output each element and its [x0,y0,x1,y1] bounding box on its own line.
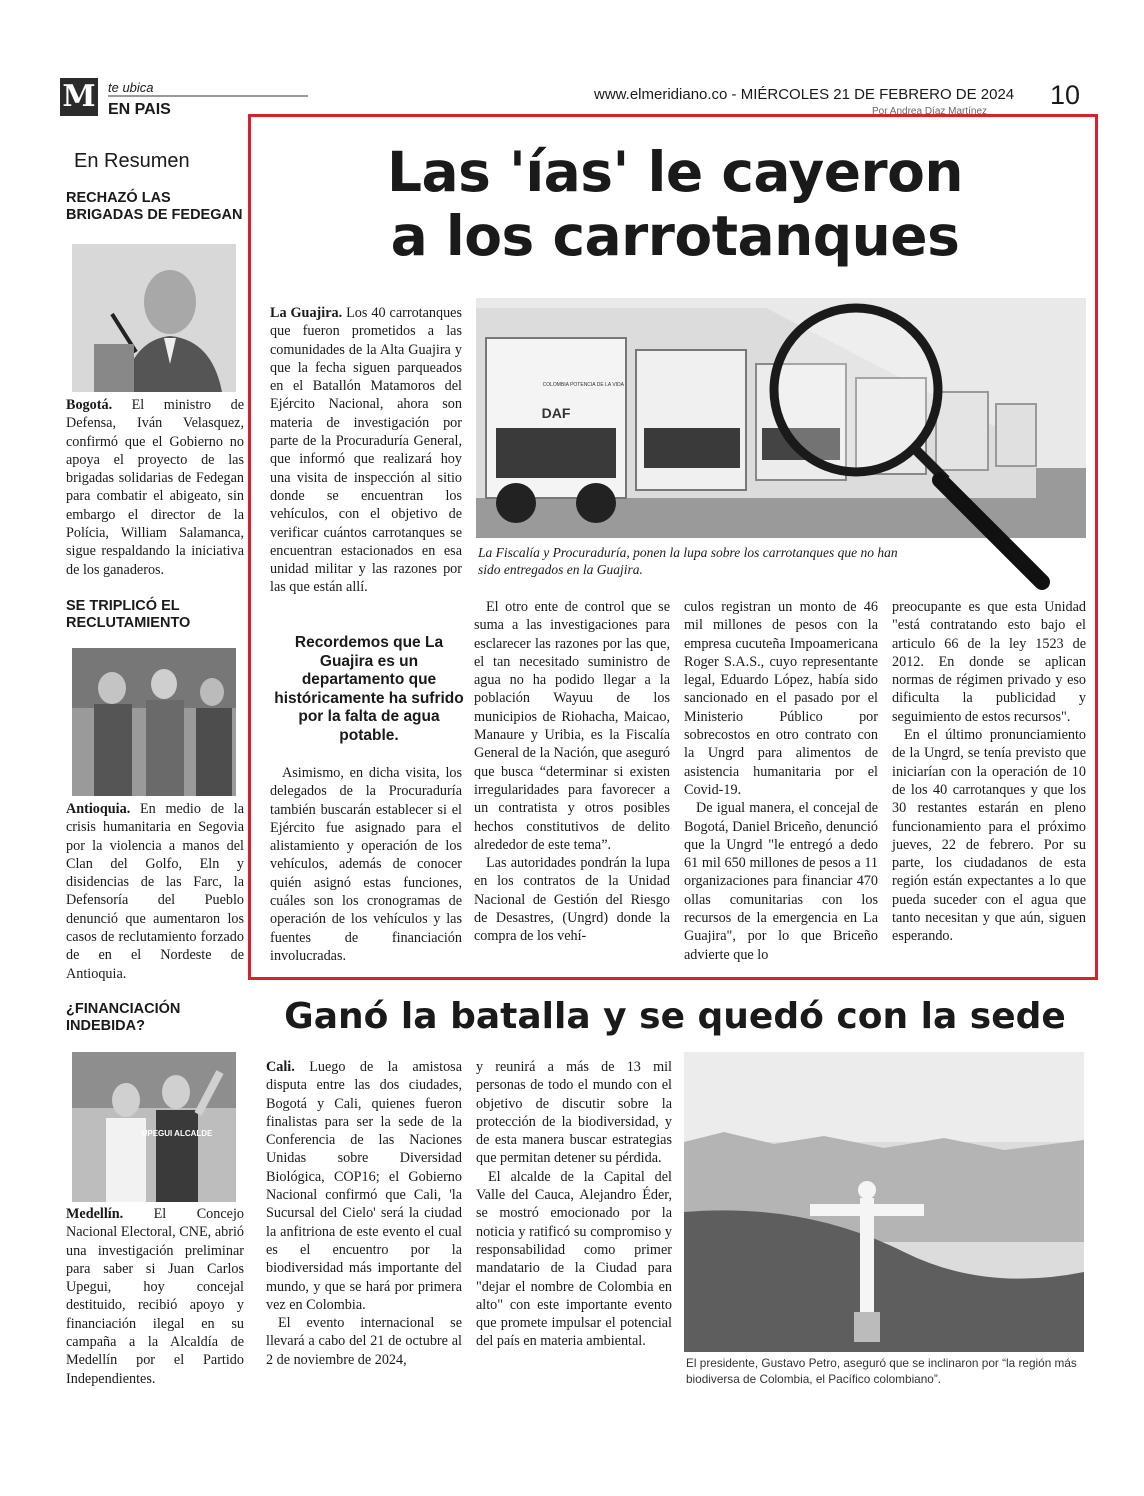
minister-image [72,244,236,392]
soldiers-photo [72,648,236,796]
soldiers-image [72,648,236,796]
cali-image [684,1052,1084,1352]
article1-column-1-bottom: Asimismo, en dicha visita, los delegados de la Procuraduría también buscarán establecer si el Ejército fue asignado para el alistamiento y operación de los vehículos, además de conocer quién asignó estas funciones, cuáles son los cronogramas de operación de los vehículos y las fuentes de financiación involucradas. [270,765,462,964]
brief-body: El Concejo Nacional Electoral, CNE, abrió una investigación preliminar para saber si Juan Carlos Upegui, hoy concejal destituido, recibió apoyo y financiación ilegal en su campaña a la Alcaldía de Medellín por el Partido Independientes. [66,1206,244,1387]
brief-lead: Bogotá. [66,397,113,413]
section-tag: te ubica [108,80,154,95]
article1-column-1-top [270,304,462,597]
sidebar-heading-fedegan: RECHAZÓ LAS BRIGADAS DE FEDEGAN [66,190,243,223]
byline: Por Andrea Díaz Martínez [872,106,988,117]
article2-col1-p1-text: Luego de la amistosa disputa entre las dos ciudades, Bogotá y Cali, quienes fueron finalistas para ser la sede de la Conferencia de las Naciones Unidas sobre Diversidad Biológica, COP16; el Gobierno Nacional confirmó que Cali, 'la Sucursal del Cielo' será la ciudad la anfitriona de este evento el cual es el encuentro por la biodiversidad más importante del mundo, y que se hará por primera vez en Colombia. [266,1059,462,1313]
minister-photo [72,244,236,392]
article1-column-4 [892,598,1086,946]
cali-photo [684,1052,1084,1352]
sidebar-brief-fedegan [66,396,244,579]
article2-col1-p2: El evento internacional se llevará a cabo del 21 de octubre al 2 de noviembre de 2024, [266,1315,462,1368]
article1-col2-p1: El otro ente de control que se suma a las investigaciones para esclarecer las razones por las que, el tan necesitado suministro de agua no ha podido llegar a la población Wayuu de los municipios de Riohacha, Maicao, Manaure y Uribia, es la Fiscalía General de la Nación, que aseguró que busca “determinar si existen irregularidades para favorecer a un contratista y otros posibles hechos constitutivos de delito alrededor de este tema”. [474,599,670,853]
section-name: EN PAIS [108,101,171,118]
article1-pullquote: Recordemos que La Guajira es un departamento que históricamente ha sufrido por la falta de agua potable. [274,634,464,744]
sidebar-heading-financiacion: ¿FINANCIACIÓN INDEBIDA? [66,1001,181,1034]
article2-column-1 [266,1058,462,1369]
brief-body: El ministro de Defensa, Iván Velasquez, confirmó que el Gobierno no apoya el proyecto de las brigadas solidarias de Fedegan para combatir el abigeato, sin embargo el director de la Polícia, William Salamanca, sigue respaldando la iniciativa de los ganaderos. [66,397,244,578]
truck-door-label: COLOMBIA POTENCIA DE LA VIDA [542,382,624,388]
sidebar-heading-reclutamiento: SE TRIPLICÓ EL RECLUTAMIENTO [66,598,191,631]
header-date: www.elmeridiano.co - MIÉRCOLES 21 DE FEBRERO DE 2024 [594,86,1015,103]
article1-column-2 [474,598,670,946]
cali-photo-caption: El presidente, Gustavo Petro, aseguró que se inclinaron por “la región más biodiversa de Colombia, el Pacífico colombiano”. [686,1356,1077,1386]
page-number: 10 [1050,80,1081,110]
article2-lead: Cali. [266,1059,295,1075]
article1-p1: Los 40 carrotanques que fueron prometidos a las comunidades de la Alta Guajira y que la fecha siguen parqueados en el Batallón Matamoros del Ejército Nacional, ahora son materia de investigación por parte de la Procuraduría General, que informó que realizará hoy una visita de inspección al sitio donde se encuentran los vehículos, con el objetivo de verificar cuántos carrotanques se encuentran estacionados en esa unidad militar y las razones por las que están allí. [270,305,462,596]
headline-line-2: a los carrotanques [390,204,960,268]
article1-lead: La Guajira. [270,305,343,321]
article2-col2-p2: El alcalde de la Capital del Valle del Cauca, Alejandro Éder, se mostró emocionado por la noticia y ratificó su compromiso y responsabilidad como primer mandatario de la Ciudad para "dejar el nombre de Colombia en alto" con este importante evento que promete impulsar el potencial del país en materia ambiental. [476,1168,672,1350]
article2-column-2 [476,1058,672,1351]
headline-line-1: Las 'ías' le cayeron [386,140,964,204]
header-divider [108,95,308,97]
magnifier-handle-icon [930,470,1060,600]
sidebar-brief-financiacion [66,1205,244,1388]
article1-col3-p2: De igual manera, el concejal de Bogotá, Daniel Briceño, denunció que la Ungrd "le entregó a dedo 61 mil 650 millones de pesos a 11 organizaciones para financiar 470 ollas comunitarias con los recursos de la emergencia en La Guajira", por lo que Briceño advierte que lo [684,800,878,963]
article1-column-3 [684,598,878,964]
brief-lead: Antioquia. [66,801,131,817]
upegui-image [72,1052,236,1202]
trucks-photo-caption: La Fiscalía y Procuraduría, ponen la lupa sobre los carrotanques que no han sido entregados en la Guajira. [478,545,898,577]
newspaper-logo: M [60,78,98,116]
sidebar-brief-reclutamiento [66,800,244,983]
article2-col2-p1: y reunirá a más de 13 mil personas de todo el mundo con el objetivo de discutir sobre la protección de la biodiversidad, y de esta manera buscar estrategias que permitan detener su pérdida. [476,1059,672,1167]
truck-brand-text: DAF [541,405,571,421]
article1-col2-p2: Las autoridades pondrán la lupa en los contratos de la Unidad Nacional de Gestión del Riesgo de Desastres, (Ungrd) donde la compra de los vehí- [474,855,670,945]
upegui-photo [72,1052,236,1202]
article2-headline: Ganó la batalla y se quedó con la sede [284,996,1066,1037]
brief-lead: Medellín. [66,1206,124,1222]
campaign-shirt-text: UPEGUI ALCALDE [141,1129,213,1138]
sidebar-title: En Resumen [74,150,190,172]
article1-col3-p1: culos registran un monto de 46 mil millones de pesos con la empresa cucuteña Impoamericana Roger S.A.S., cuyo representante legal, Eduardo López, había sido sancionado en el pasado por el Ministerio Público por sobrecostos en otro contrato con la Ungrd para alimentos de asistencia humanitaria por el Covid-19. [684,599,878,798]
brief-body: En medio de la crisis humanitaria en Segovia por la violencia a manos del Clan del Golfo, Eln y disidencias de las Farc, la Defensoría del Pueblo denunció que aumentaron los casos de reclutamiento forzado de en el Nordeste de Antioquia. [66,801,244,982]
article1-col4-p1: preocupante es que esta Unidad "está contratando esto bajo el articulo 66 de la ley 1523 de 2012. En donde se aplican normas de régimen privado y eso dificulta la publicidad y seguimiento de estos recursos". [892,599,1086,725]
article2-col1-p1 [266,1058,462,1314]
article1-col4-p2: En el último pronunciamiento de la Ungrd, se tenía previsto que iniciarían con la operación de 10 de los 40 carrotanques y que los 30 restantes estarán en pleno funcionamiento para el próximo jueves, 22 de febrero. Por su parte, los ciudadanos de esta región están expectantes a lo que pueda suceder con el agua que tanto necesitan y que aún, siguen esperando. [892,727,1086,945]
article1-headline [260,140,1090,268]
